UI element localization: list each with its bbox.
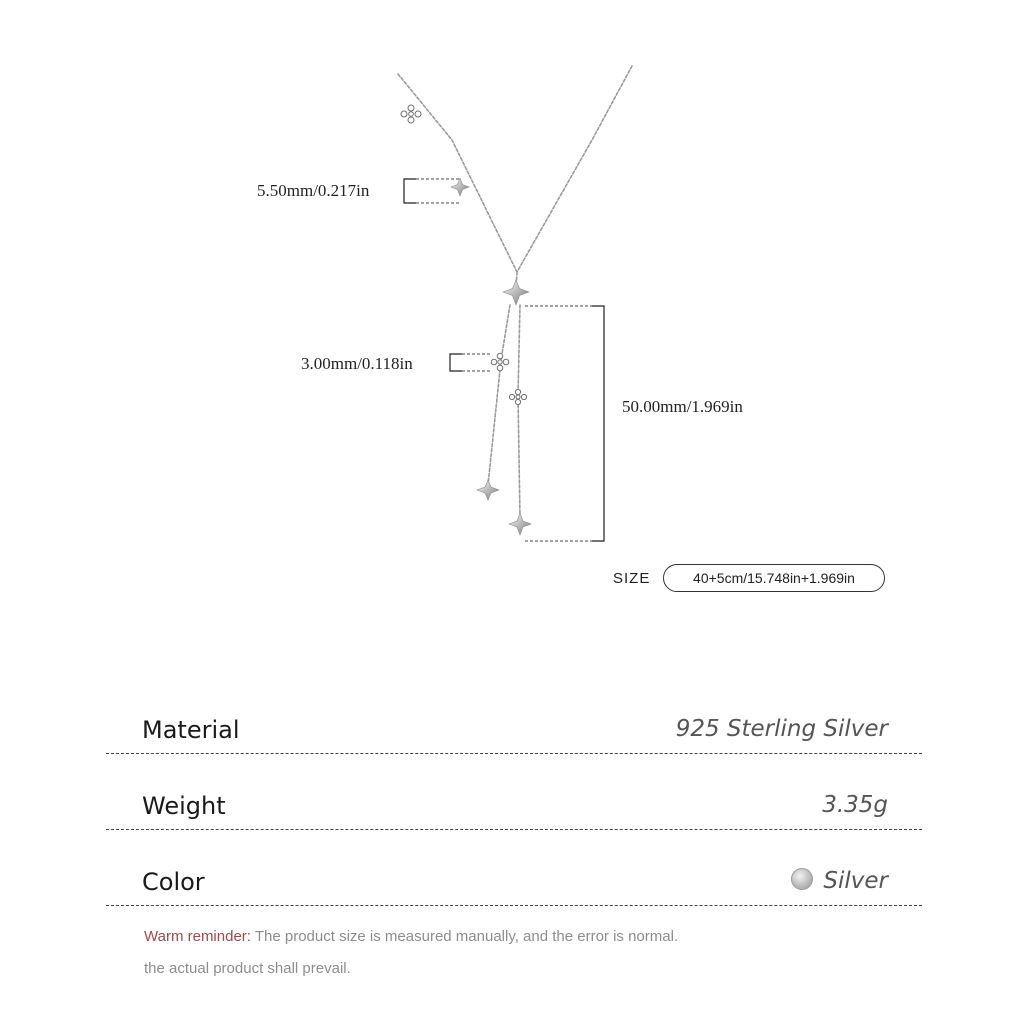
chain-right	[517, 66, 632, 272]
chain-strand-right	[518, 305, 520, 518]
crystal-charm-middle	[491, 353, 509, 371]
spec-label-weight: Weight	[142, 792, 226, 820]
spec-value-color-text: Silver	[823, 868, 888, 894]
spec-label-color: Color	[142, 868, 205, 896]
size-value-pill: 40+5cm/15.748in+1.969in	[663, 564, 885, 592]
divider	[106, 905, 922, 906]
chain-left	[398, 74, 517, 272]
dimension-charm-small: 3.00mm/0.118in	[301, 354, 413, 373]
bracket-charm-top	[404, 179, 416, 203]
spec-value-color	[791, 868, 888, 894]
chain-strand-left	[488, 305, 510, 485]
silver-swatch-icon	[791, 868, 813, 890]
spec-value-material: 925 Sterling Silver	[675, 716, 888, 742]
spec-label-material: Material	[142, 716, 240, 744]
star-charm-top	[451, 178, 469, 196]
divider	[106, 753, 922, 754]
warm-reminder-text: The product size is measured manually, and the error is normal.	[250, 928, 679, 945]
dimension-drop-length: 50.00mm/1.969in	[622, 397, 743, 416]
bracket-charm-small	[450, 354, 462, 371]
star-charm-center	[503, 280, 529, 305]
spec-value-weight: 3.35g	[822, 792, 888, 818]
crystal-charm-top	[401, 105, 421, 123]
bracket-drop-length	[592, 306, 604, 541]
size-label: SIZE	[613, 570, 651, 587]
spec-row-weight	[106, 768, 922, 830]
crystal-charm-lower	[509, 389, 526, 404]
warm-reminder-line2: the actual product shall prevail.	[144, 960, 351, 977]
star-charm-left-end	[477, 480, 499, 500]
spec-row-material	[106, 692, 922, 754]
divider	[106, 829, 922, 830]
dimension-charm-top: 5.50mm/0.217in	[257, 181, 370, 200]
warm-reminder-prefix: Warm reminder:	[144, 928, 251, 945]
spec-row-color	[106, 844, 922, 906]
star-charm-right-end	[509, 513, 531, 535]
warm-reminder-line1	[144, 928, 678, 945]
